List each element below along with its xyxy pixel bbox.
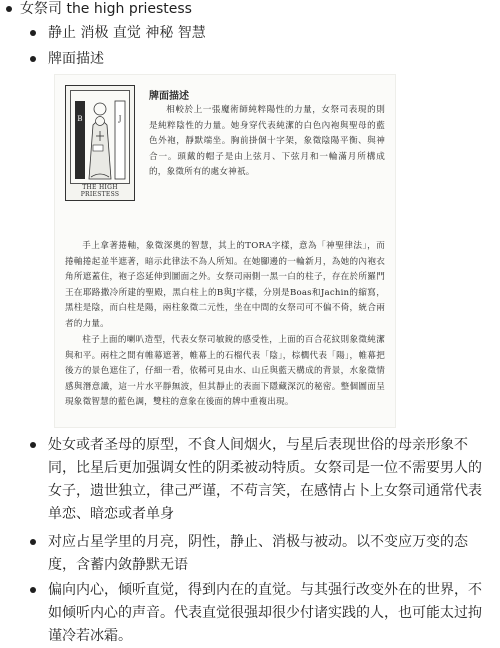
list-item [30,579,490,648]
bullet-dot [6,6,12,12]
bullet-dot [30,56,36,62]
section-label: 牌面描述 [48,51,104,67]
card-artwork [70,90,130,184]
svg-text:J: J [118,115,122,123]
high-priestess-illustration [71,91,129,183]
card-label: THE HIGH PRIESTESS [80,184,120,198]
bullet-text: 处女或者圣母的原型，不食人间烟火，与星后表现世俗的母亲形象不同，比星后更加强调女性的阴柔被动特质。女祭司是一位不需要男人的女子，遗世独立，律己严谨，不苟言笑，在感情占卜上女祭司通常代表单恋、暗恋或者单身 [48,437,482,522]
bullet-dot [30,587,36,593]
scan-paragraph-2: 手上拿著捲軸，象徵深奧的智慧，其上的TORA字樣，意為「神聖律法」，而捲軸捲起並半遮著，暗示此律法不為人所知。在她腳邊的一輪新月，為她的內袍衣角所遮蓋住，袍子恣延伸到圖面之外。女祭司兩側一黑一白的柱子，存在於所羅門王在耶路撒冷所建的聖殿，黑白柱上的B與J字樣，分別是Boas和Jachin的縮寫，黑柱是陰，而白柱是陽，兩柱象徵二元性，坐在中間的女祭司可不偏不倚，統合兩者的力量。 [65,241,385,329]
keywords-text: 静止 消极 直觉 神秘 智慧 [48,25,206,41]
scanned-book-page [54,74,396,428]
section-label-item [30,50,104,68]
title-item [6,0,192,18]
svg-text:B: B [77,115,83,123]
keywords-item [30,24,206,42]
bullet-dot [30,442,36,448]
list-item [30,434,490,526]
tarot-card-image [65,85,135,201]
bullet-dot [30,30,36,36]
card-title: 女祭司 the high priestess [20,1,192,17]
bullet-dot [30,539,36,545]
bullet-text: 对应占星学里的月亮，阴性，静止、消极与被动。以不变应万变的态度，含蓄内敛静默无语 [48,534,468,573]
bullet-text: 偏向内心，倾听直觉，得到内在的直觉。与其强行改变外在的世界，不如倾听内心的声音。代表直觉很强却很少付诸实践的人，也可能太过拘谨冷若冰霜。 [48,582,482,644]
list-item [30,531,490,577]
scan-heading: 牌面描述 [149,91,189,102]
scan-paragraph-3: 柱子上面的喇叭造型，代表女祭司敏銳的感受性，上面的百合花紋則象徵純潔與和平。兩柱之間有帷幕遮著，帷幕上的石榴代表「陰」，棕櫚代表「陽」，帷幕把後方的景色遮住了，仔細一看，依稀可見由水、山丘與藍天構成的背景，水象徵情感與潛意識，這一片水平靜無波，但其靜止的表面下隱藏深沉的秘密。整個圖面呈現象徵智慧的藍色調，雙柱的意象在後面的牌中重複出現。 [65,335,385,407]
scan-paragraph-1: 相較於上一張魔術師純粹陽性的力量，女祭司表現的則是純粹陰性的力量。她身穿代表純潔的白色內袍與聖母的藍色外袍，靜默端坐。胸前掛個十字架，象徵陰陽平衡、與神合一。頭戴的帽子是由上弦月、下弦月和一輪滿月所構成的，象徵所有的處女神祇。 [149,105,385,177]
